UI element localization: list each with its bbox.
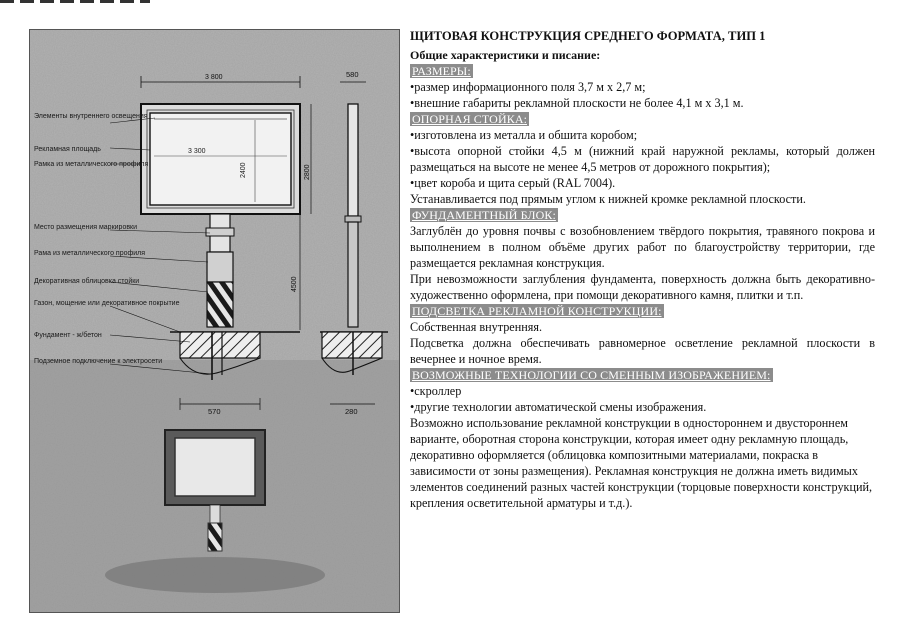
dim-field-width: 3 300 (188, 148, 206, 155)
dim-field-height: 2400 (240, 162, 247, 178)
section-technologies-header: ВОЗМОЖНЫЕ ТЕХНОЛОГИИ СО СМЕННЫМ ИЗОБРАЖЕНИЕМ: (412, 368, 771, 382)
dim-depth-top: 580 (346, 70, 359, 79)
description-column (410, 28, 875, 511)
label-lighting-elements: Элементы внутреннего освещения (34, 113, 148, 120)
label-ad-area: Рекламная площадь (34, 146, 101, 153)
foundation-line: Заглублён до уровня почвы с возобновлением твёрдого покрытия, травяного покрова и выполнением в полном объёме других работ по благоустройству территории, где размещается рекламная конструкция. (410, 224, 875, 270)
label-ad-placement: Место размещения маркировки (34, 224, 138, 231)
label-frame: Рамка из металлического профиля (34, 161, 149, 168)
page-title: ЩИТОВАЯ КОНСТРУКЦИЯ СРЕДНЕГО ФОРМАТА, ТИП 1 (410, 29, 766, 43)
construction-drawing (29, 29, 400, 613)
sizes-line: •внешние габариты рекламной плоскости не более 4,1 м х 3,1 м. (410, 96, 744, 110)
dim-found-depth: 280 (345, 407, 358, 416)
support-line: •цвет короба и щита серый (RAL 7004). (410, 176, 616, 190)
lighting-line: Собственная внутренняя. (410, 320, 543, 334)
section-lighting-header: ПОДСВЕТКА РЕКЛАМНОЙ КОНСТРУКЦИИ: (412, 304, 662, 318)
label-foundation: Фундамент - ж/бетон (34, 332, 102, 339)
lighting-line: Подсветка должна обеспечивать равномерное осветление рекламной плоскости в вечернее и ночное время. (410, 336, 875, 366)
support-line: •высота опорной стойки 4,5 м (нижний край наружной рекламы, который должен размещаться на высоте не менее 4,5 метров от дорожного покрытия); (410, 144, 875, 174)
foundation-line: При невозможности заглубления фундамента, поверхность должна быть декоративно-художественно оформлена, при помощи декоративного камня, плитки и т.п. (410, 272, 875, 302)
dim-total-height: 2800 (304, 164, 311, 180)
label-underground-cable: Подземное подключение к электросети (34, 358, 163, 365)
section-sizes-header: РАЗМЕРЫ: (412, 64, 471, 78)
technologies-line: •другие технологии автоматической смены изображения. (410, 400, 707, 414)
intro-heading: Общие характеристики и писание: (410, 48, 601, 62)
support-line: Устанавливается под прямым углом к нижней кромке рекламной плоскости. (410, 192, 806, 206)
label-metal-column: Рама из металлического профиля (34, 250, 146, 257)
dim-found-width: 570 (208, 407, 221, 416)
label-lawn: Газон, мощение или декоративное покрытие (34, 300, 180, 307)
section-support-header: ОПОРНАЯ СТОЙКА: (412, 112, 528, 126)
support-line: •изготовлена из металла и обшита коробом; (410, 128, 638, 142)
label-decor-cladding: Декоративная облицовка стойки (34, 278, 140, 285)
usage-note: Возможно использование рекламной конструкции в одностороннем и двустороннем варианте, оборотная сторона конструкции, которая имеет одну рекламную площадь, декоративно оформляется (облицовка композитными материалами, покраска в зависимости от зоны размещения). Рекламная конструкция не должна иметь видимых элементов соединений разных частей конструкции (торцовые поверхности конструкций, крепления осветительной арматуры и т.д.). (410, 416, 873, 510)
dim-pole-height: 4500 (291, 276, 298, 292)
sizes-line: •размер информационного поля 3,7 м х 2,7 м; (410, 80, 646, 94)
technologies-line: •скроллер (410, 384, 462, 398)
scan-top-mark (0, 0, 150, 3)
section-foundation-header: ФУНДАМЕНТНЫЙ БЛОК: (412, 208, 556, 222)
dim-width-top: 3 800 (205, 74, 223, 81)
